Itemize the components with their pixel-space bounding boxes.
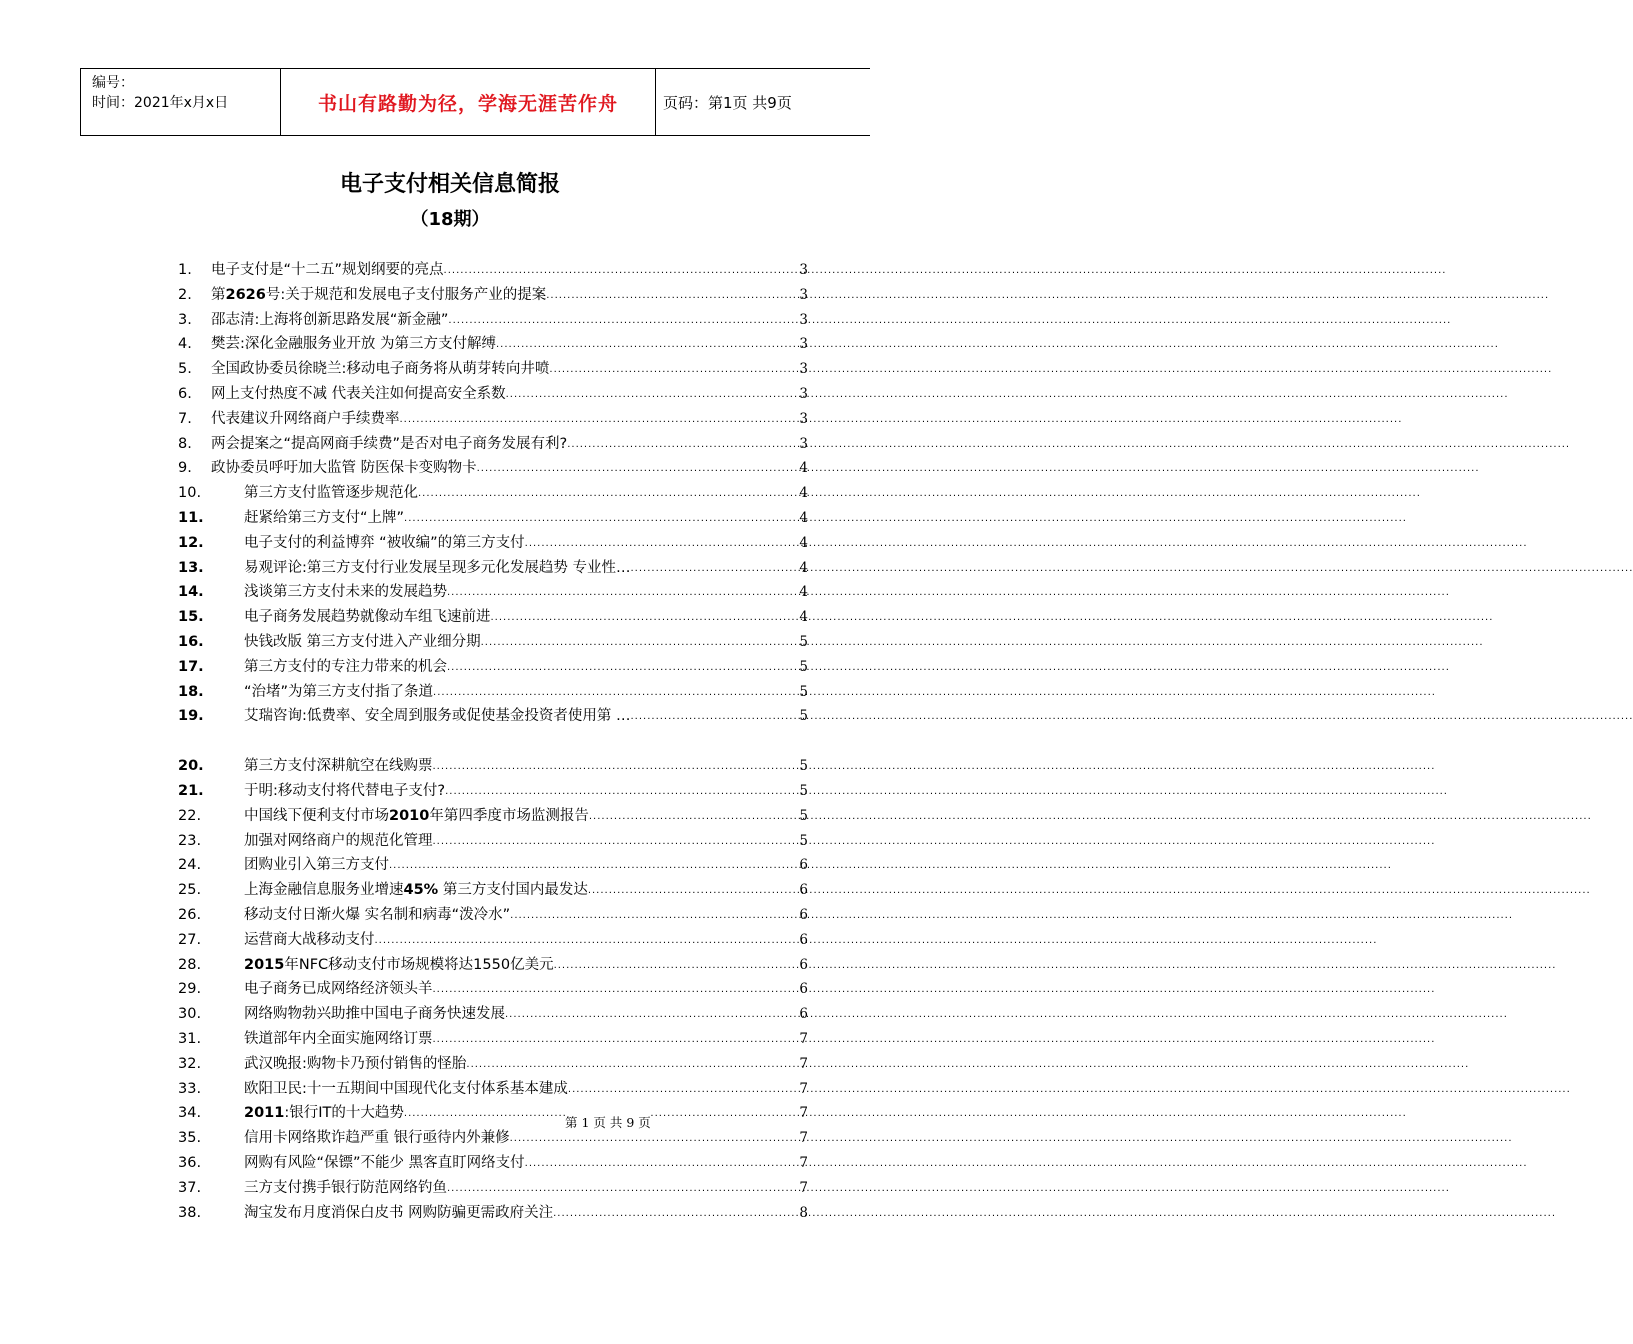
toc-item-number: 19. (178, 708, 204, 725)
toc-item[interactable] (178, 531, 808, 553)
toc-item-page: 4 (799, 559, 808, 576)
toc-leader-dots (554, 959, 800, 975)
toc-item-page: 7 (799, 1179, 808, 1196)
toc-item[interactable] (178, 804, 808, 826)
toc-item-title: 樊芸:深化金融服务业开放 为第三方支付解缚 (211, 336, 496, 353)
toc-item-number: 35. (178, 1130, 202, 1147)
toc-leader-dots (433, 1033, 800, 1049)
toc-item[interactable] (178, 407, 808, 429)
toc-item-page: 4 (799, 485, 808, 502)
page-title: 电子支付相关信息简报 (339, 172, 560, 197)
toc-item[interactable] (178, 928, 808, 950)
toc-item[interactable] (178, 655, 808, 677)
toc-item-page: 3 (799, 386, 808, 402)
toc-leader-dots (506, 388, 800, 404)
toc-item-title-bold: 2011 (244, 1105, 285, 1122)
toc-item-number: 2. (178, 286, 192, 303)
toc-item-page: 6 (799, 931, 808, 948)
toc-item-page: 5 (799, 758, 808, 775)
toc-item[interactable] (178, 977, 808, 999)
toc-item[interactable] (178, 1002, 808, 1024)
toc-leader-dots (631, 710, 800, 726)
toc-item-number: 4. (178, 336, 192, 353)
toc-item-title: 欧阳卫民:十一五期间中国现代化支付体系基本建成 (244, 1080, 568, 1097)
toc-item-number: 29. (178, 981, 202, 998)
toc-item-page: 3 (799, 286, 808, 303)
toc-item-title: 网购有风险“保镖”不能少 黑客直盯网络支付 (244, 1155, 525, 1171)
toc-item-page: 4 (799, 460, 808, 477)
toc-item-number: 17. (178, 658, 204, 675)
toc-leader-dots (589, 810, 800, 826)
toc-item-number: 7. (178, 410, 192, 427)
toc-item-page: 4 (799, 534, 808, 551)
header-meta (80, 69, 280, 135)
toc-leader-dots (447, 1182, 799, 1198)
toc-item-title: 网络购物勃兴助推中国电子商务快速发展 (244, 1006, 505, 1023)
toc-item[interactable] (178, 456, 808, 478)
toc-leader-dots (433, 983, 800, 999)
toc-leader-dots (418, 487, 799, 503)
toc-item[interactable] (178, 779, 808, 801)
toc-leader-dots (491, 611, 800, 627)
toc-item[interactable] (178, 630, 808, 652)
toc-item-title: 于明:移动支付将代替电子支付? (244, 783, 446, 799)
toc-item-title-part: 上海金融信息服务业增速 (244, 882, 404, 899)
toc-item-title-part: :银行IT的十大趋势 (284, 1105, 404, 1122)
toc-item-title: 赶紧给第三方支付“上牌” (244, 510, 405, 526)
toc-item[interactable] (178, 432, 808, 454)
toc-item-title: 代表建议升网络商户手续费率 (211, 410, 400, 427)
toc-item-title: 艾瑞咨询:低费率、安全周到服务或促使基金投资者使用第 … (244, 708, 631, 725)
toc-leader-dots (496, 338, 799, 354)
toc-item-title: 三方支付携手银行防范网络钓鱼 (244, 1179, 447, 1196)
document-date: 时间：2021年x月x日 (92, 95, 229, 111)
toc-item-number: 13. (178, 559, 204, 576)
toc-item[interactable] (178, 1176, 808, 1198)
toc-item-number: 34. (178, 1105, 202, 1122)
toc-item-number: 10. (178, 485, 202, 502)
toc-item-number: 14. (178, 584, 204, 601)
toc-item[interactable] (178, 853, 808, 875)
toc-item-page: 4 (799, 584, 808, 601)
toc-item-page: 5 (799, 783, 808, 799)
toc-item-title-part: 号:关于规范和发展电子支付服务产业的提案 (265, 286, 547, 303)
toc-item-number: 12. (178, 534, 204, 551)
toc-leader-dots (433, 760, 800, 776)
toc-leader-dots (631, 562, 800, 578)
toc-leader-dots (546, 289, 799, 305)
toc-item[interactable] (178, 1052, 808, 1074)
toc-item[interactable] (178, 1201, 808, 1223)
toc-item-page: 5 (799, 634, 808, 650)
toc-item-number: 22. (178, 807, 202, 824)
toc-leader-dots (447, 586, 799, 602)
toc-leader-dots (525, 1157, 800, 1173)
toc-item[interactable] (178, 580, 808, 602)
toc-item-title-part: 第 (211, 286, 226, 303)
toc-item-page: 6 (799, 1006, 808, 1023)
toc-item[interactable] (178, 903, 808, 925)
toc-item-title: 政协委员呼吁加大监管 防医保卡变购物卡 (211, 460, 477, 477)
toc-item-page: 7 (799, 1130, 808, 1147)
toc-leader-dots (433, 835, 800, 851)
toc-item-title: 铁道部年内全面实施网络订票 (244, 1031, 433, 1047)
toc-item-number: 16. (178, 634, 204, 650)
toc-item-title: 武汉晚报:购物卡乃预付销售的怪胎 (244, 1055, 467, 1072)
toc-item-title-part: 年第四季度市场监测报告 (429, 807, 589, 824)
toc-item-number: 18. (178, 683, 204, 700)
toc-item-number: 1. (178, 262, 192, 278)
page-footer: 第 1 页 共 9 页 (565, 1115, 651, 1130)
toc-leader-dots (588, 884, 800, 900)
toc-leader-dots (444, 264, 800, 280)
toc-item-page: 5 (799, 708, 808, 725)
toc-leader-dots (510, 909, 799, 925)
toc-item-title: 电子商务发展趋势就像动车组飞速前进 (244, 609, 491, 626)
toc-item[interactable] (178, 704, 808, 726)
toc-leader-dots (375, 934, 800, 950)
toc-item-title (244, 955, 554, 975)
toc-item-title-bold: 2010 (389, 807, 430, 824)
toc-item-number: 24. (178, 857, 202, 874)
toc-item-page: 5 (799, 832, 808, 849)
toc-item-number: 23. (178, 832, 202, 849)
toc-item-title: 两会提案之“提高网商手续费”是否对电子商务发展有利? (211, 435, 568, 452)
toc-item-title (244, 880, 588, 900)
toc-item-title: 第三方支付深耕航空在线购票 (244, 758, 433, 775)
toc-item-number: 37. (178, 1179, 202, 1196)
toc-item-page: 6 (799, 981, 808, 998)
toc-item-title (211, 285, 546, 305)
toc-item[interactable] (178, 878, 808, 900)
toc-item-title: 运营商大战移动支付 (244, 931, 375, 948)
toc-item-title: 浅谈第三方支付未来的发展趋势 (244, 584, 447, 601)
toc-item-page: 5 (799, 807, 808, 824)
toc-item[interactable] (178, 1151, 808, 1173)
toc-item-number: 6. (178, 386, 192, 402)
toc-leader-dots (567, 438, 799, 454)
toc-item[interactable] (178, 680, 808, 702)
toc-item-title: 团购业引入第三方支付 (244, 857, 389, 874)
toc-item-title: “治堵”为第三方支付指了条道 (244, 683, 434, 700)
toc-item-page: 3 (799, 262, 808, 278)
toc-item-page: 6 (799, 907, 808, 923)
document-number-label: 编号： (92, 75, 134, 91)
toc-item-title: 加强对网络商户的规范化管理 (244, 832, 433, 849)
toc-item-title-part: 年NFC移动支付市场规模将达1550亿美元 (284, 956, 554, 973)
toc-item[interactable] (178, 1126, 808, 1148)
toc-item-page: 6 (799, 956, 808, 973)
toc-leader-dots (466, 1058, 799, 1074)
toc-item-page: 3 (799, 311, 808, 328)
toc-item-title: 电子支付是“十二五”规划纲要的亮点 (211, 262, 444, 278)
toc-item-title-part: 中国线下便利支付市场 (244, 807, 389, 824)
toc-item-title: 移动支付日渐火爆 实名制和病毒“泼冷水” (244, 907, 511, 923)
toc-item-page: 8 (799, 1204, 808, 1221)
toc-item-title-bold: 2626 (225, 286, 266, 303)
toc-leader-dots (448, 314, 799, 330)
toc-item[interactable] (178, 506, 808, 528)
header-table (80, 68, 870, 136)
toc-item-page: 7 (799, 1155, 808, 1171)
toc-item-page: 7 (799, 1031, 808, 1047)
toc-item[interactable] (178, 481, 808, 503)
toc-item-title: 易观评论:第三方支付行业发展呈现多元化发展趋势 专业性… (244, 559, 631, 576)
toc-item-title: 信用卡网络欺诈趋严重 银行亟待内外兼修 (244, 1130, 510, 1147)
toc-item-title: 邵志清:上海将创新思路发展“新金融” (211, 311, 449, 328)
toc-item-number: 15. (178, 609, 204, 626)
toc-leader-dots (510, 1132, 800, 1148)
issue-number: （18期） (410, 209, 490, 230)
toc-leader-dots (477, 462, 800, 478)
toc-item[interactable] (178, 754, 808, 776)
toc-item-number: 20. (178, 758, 204, 775)
toc-item-title: 第三方支付监管逐步规范化 (244, 485, 418, 502)
toc-item-number: 38. (178, 1204, 202, 1221)
toc-item-page: 6 (799, 857, 808, 874)
toc-item[interactable] (178, 283, 808, 305)
toc-leader-dots (481, 636, 800, 652)
toc-item-page: 3 (799, 435, 808, 452)
toc-item-page: 4 (799, 609, 808, 626)
toc-item-title: 电子支付的利益博弈 “被收编”的第三方支付 (244, 534, 525, 551)
toc-item[interactable] (178, 953, 808, 975)
toc-item-page: 6 (799, 882, 808, 899)
toc-item[interactable] (178, 605, 808, 627)
toc-item-page: 7 (799, 1080, 808, 1097)
toc-item-number: 5. (178, 361, 192, 378)
toc-item-page: 5 (799, 683, 808, 700)
toc-leader-dots (445, 785, 799, 801)
toc-item-number: 26. (178, 907, 202, 923)
toc-item-title-bold: 45% (403, 882, 439, 899)
toc-item[interactable] (178, 332, 808, 354)
header-motto: 书山有路勤为径，学海无涯苦作舟 (280, 69, 656, 135)
toc-item-number: 32. (178, 1055, 202, 1072)
toc-item[interactable] (178, 1077, 808, 1099)
toc-leader-dots (404, 512, 799, 528)
toc-item-number: 28. (178, 956, 202, 973)
toc-item-page: 3 (799, 336, 808, 353)
toc-item-number: 30. (178, 1006, 202, 1023)
toc-item[interactable] (178, 1027, 808, 1049)
toc-item-title: 电子商务已成网络经济领头羊 (244, 981, 433, 998)
toc-leader-dots (525, 537, 800, 553)
toc-item-number: 31. (178, 1031, 202, 1047)
toc-item-title: 淘宝发布月度消保白皮书 网购防骗更需政府关注 (244, 1204, 554, 1221)
toc-item-page: 3 (799, 410, 808, 427)
toc-item-number: 8. (178, 435, 192, 452)
toc-leader-dots (549, 363, 799, 379)
toc-item-title (244, 1103, 404, 1123)
toc-item-page: 3 (799, 361, 808, 378)
toc-leader-dots (433, 686, 799, 702)
toc-item-page: 4 (799, 510, 808, 526)
toc-item-number: 27. (178, 931, 202, 948)
toc-item[interactable] (178, 357, 808, 379)
toc-item[interactable] (178, 382, 808, 404)
header-page-info: 页码：第1页 共9页 (663, 93, 792, 112)
toc-item-number: 33. (178, 1080, 202, 1097)
toc-item-title (244, 806, 589, 826)
toc-item-number: 21. (178, 783, 204, 799)
toc-item-number: 11. (178, 510, 204, 526)
toc-item-number: 36. (178, 1155, 202, 1171)
toc-item[interactable] (178, 556, 808, 578)
toc-item-number: 3. (178, 311, 192, 328)
toc-item-title: 快钱改版 第三方支付进入产业细分期 (244, 634, 481, 650)
toc-item-title: 第三方支付的专注力带来的机会 (244, 658, 447, 675)
toc-leader-dots (553, 1207, 799, 1223)
toc-item-title-part: 第三方支付国内最发达 (438, 882, 588, 899)
toc-item-number: 9. (178, 460, 192, 477)
toc-item-title: 全国政协委员徐晓兰:移动电子商务将从萌芽转向井喷 (211, 361, 550, 378)
toc-leader-dots (568, 1083, 800, 1099)
toc-item[interactable] (178, 308, 808, 330)
toc-item-title: 网上支付热度不减 代表关注如何提高安全系数 (211, 386, 506, 402)
toc-item-number: 25. (178, 882, 202, 899)
toc-leader-dots (389, 859, 799, 875)
toc-leader-dots (400, 413, 800, 429)
toc-item[interactable] (178, 258, 808, 280)
toc-item-title-bold: 2015 (244, 956, 285, 973)
toc-item-page: 5 (799, 658, 808, 675)
toc-leader-dots (447, 661, 799, 677)
toc-item[interactable] (178, 1101, 808, 1123)
toc-item-page: 7 (799, 1105, 808, 1122)
toc-leader-dots (505, 1008, 799, 1024)
toc-item[interactable] (178, 829, 808, 851)
toc-item-page: 7 (799, 1055, 808, 1072)
